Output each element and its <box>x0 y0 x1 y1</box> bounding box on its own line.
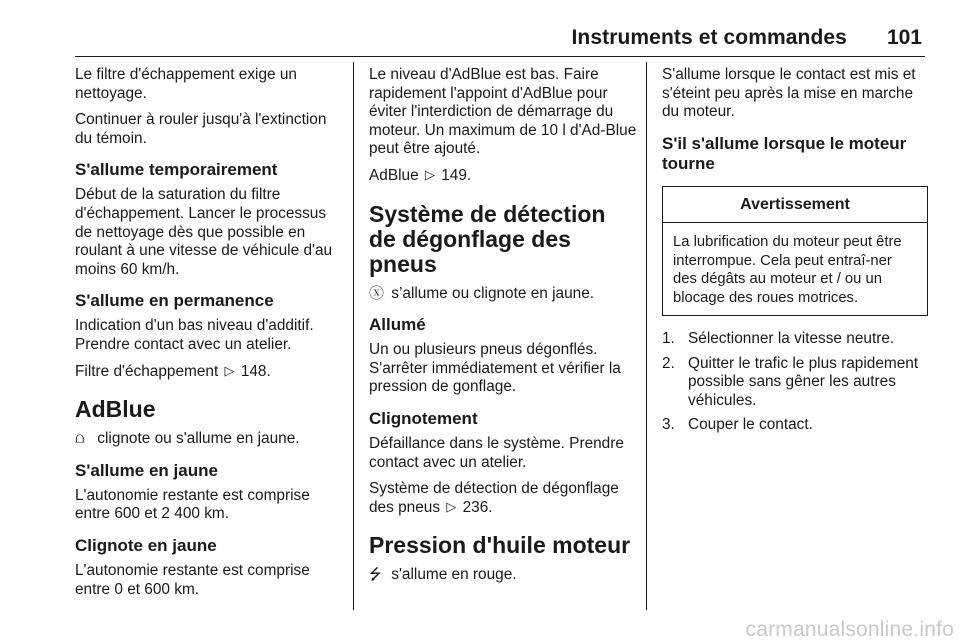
warning-title: Avertissement <box>663 187 927 224</box>
subheading-engine-running: S'il s'allume lorsque le moteur tourne <box>662 133 907 173</box>
paragraph: Continuer à rouler jusqu'à l'extinction du témoin. <box>75 111 327 147</box>
step-number: 3. <box>662 416 675 434</box>
cross-reference-arrow-icon: ▷ <box>224 362 235 378</box>
cross-reference-page: 236. <box>462 498 493 516</box>
page-number: 101 <box>886 26 922 49</box>
oil-status <box>369 566 637 585</box>
cross-reference[interactable] <box>369 167 637 186</box>
list-item <box>662 330 930 349</box>
column-3 <box>662 66 930 441</box>
subheading-on: Allumé <box>369 315 426 335</box>
heading-adblue: AdBlue <box>75 396 156 423</box>
step-number: 2. <box>662 354 675 372</box>
section-title: Instruments et commandes <box>571 26 847 49</box>
list-item <box>662 416 930 435</box>
adblue-status <box>75 430 347 449</box>
warning-box <box>662 186 928 316</box>
adblue-status-text: clignote ou s'allume en jaune. <box>97 430 300 448</box>
subheading-permanent: S'allume en permanence <box>75 291 274 311</box>
oil-can-icon: ⭍ <box>369 566 382 584</box>
heading-oil-pressure: Pression d'huile moteur <box>369 532 631 559</box>
cross-reference-page: 148. <box>240 362 271 380</box>
tpms-status-text: s’allume ou clignote en jaune. <box>391 284 595 302</box>
paragraph: Le filtre d'échappement exige un nettoyage. <box>75 66 297 102</box>
step-number: 1. <box>662 330 675 347</box>
list-item <box>662 355 930 411</box>
tpms-status <box>369 285 637 304</box>
cross-reference-arrow-icon: ▷ <box>424 166 435 182</box>
header-divider <box>75 56 925 57</box>
paragraph: L'autonomie restante est comprise entre 0 et 600 km. <box>75 561 310 598</box>
column-divider-1 <box>353 62 354 610</box>
cross-reference[interactable] <box>369 480 637 517</box>
column-divider-2 <box>646 62 647 610</box>
paragraph: Le niveau d'AdBlue est bas. Faire rapidement l'appoint d'AdBlue pour éviter l'interdiction de démarrage du moteur. Un maximum de 10 l d'Ad-Blue peut être ajouté. <box>369 66 637 158</box>
steps-list <box>662 330 930 435</box>
cross-reference-text: Système de détection de dégonflage des pneus <box>369 480 619 516</box>
watermark: carmanualsonline.info <box>745 618 954 641</box>
paragraph: S'allume lorsque le contact est mis et s'éteint peu après la mise en marche du moteur. <box>662 66 916 121</box>
step-text: Quitter le trafic le plus rapidement possible sans gêner les autres véhicules. <box>688 354 919 409</box>
cross-reference-text: Filtre d'échappement <box>75 362 219 380</box>
cross-reference[interactable] <box>75 363 347 382</box>
cross-reference-arrow-icon: ▷ <box>446 498 457 514</box>
step-text: Sélectionner la vitesse neutre. <box>688 330 895 347</box>
subheading-flashing: Clignotement <box>369 408 478 428</box>
paragraph: Indication d'un bas niveau d'additif. Prendre contact avec un atelier. <box>75 317 314 353</box>
paragraph: Défaillance dans le système. Prendre contact avec un atelier. <box>369 434 624 471</box>
paragraph: Début de la saturation du filtre d'échappement. Lancer le processus de nettoyage dès que possible en roulant à une vitesse de véhicule d'au moins 60 km/h. <box>75 186 333 278</box>
column-1 <box>75 66 347 607</box>
paragraph: L'autonomie restante est comprise entre 600 et 2 400 km. <box>75 486 310 523</box>
cross-reference-page: 149. <box>441 166 472 184</box>
oil-status-text: s'allume en rouge. <box>391 566 517 584</box>
subheading-yellow-flashing: Clignote en jaune <box>75 535 217 555</box>
step-text: Couper le contact. <box>688 416 813 434</box>
warning-body: La lubrification du moteur peut être interrompue. Cela peut entraî-ner des dégâts au moteur et / ou un blocage des roues motrices. <box>673 234 902 306</box>
tire-pressure-icon: ⓧ <box>369 284 385 302</box>
adblue-warning-icon: ⩍ <box>75 430 85 448</box>
subheading-temporary: S'allume temporairement <box>75 160 278 180</box>
column-2 <box>369 66 637 593</box>
cross-reference-text: AdBlue <box>369 166 419 184</box>
subheading-yellow-on: S'allume en jaune <box>75 460 218 480</box>
heading-tire-deflation: Système de détection de dégonflage des pneus <box>369 200 606 277</box>
paragraph: Un ou plusieurs pneus dégonflés. S'arrêter immédiatement et vérifier la pression de gonflage. <box>369 341 621 396</box>
page-header <box>571 26 922 56</box>
